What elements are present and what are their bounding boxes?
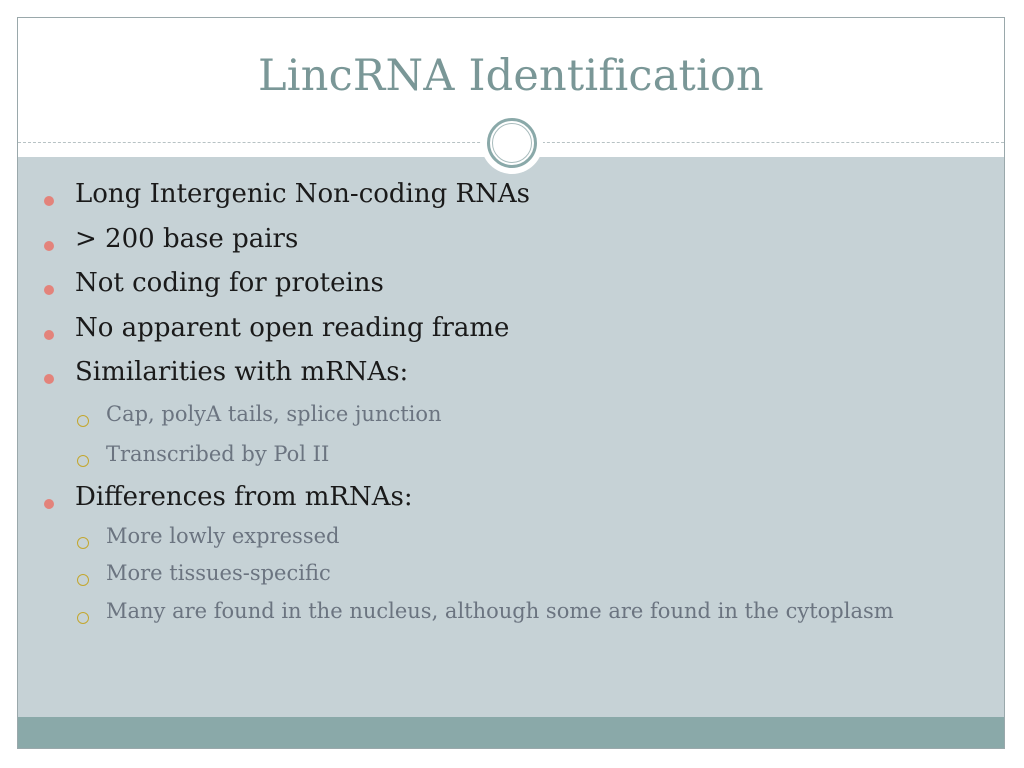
circle-ornament-inner-icon <box>492 123 532 163</box>
bullet-dot-icon <box>44 330 54 340</box>
footer-bar <box>18 717 1004 749</box>
bullet-dot-icon <box>44 285 54 295</box>
hollow-circle-bullet-icon <box>77 574 89 586</box>
bullet-dot-icon <box>44 241 54 251</box>
bullet-text: No apparent open reading frame <box>75 313 510 343</box>
slide-title: LincRNA Identification <box>258 51 764 101</box>
sub-bullet-text: More lowly expressed <box>106 524 340 548</box>
sub-bullet-text: Cap, polyA tails, splice junction <box>106 402 442 426</box>
hollow-circle-bullet-icon <box>77 537 89 549</box>
bullet-text: Long Intergenic Non-coding RNAs <box>75 179 530 209</box>
bullet-dot-icon <box>44 196 54 206</box>
hollow-circle-bullet-icon <box>77 612 89 624</box>
bullet-dot-icon <box>44 499 54 509</box>
content-area <box>18 157 1004 717</box>
hollow-circle-bullet-icon <box>77 455 89 467</box>
sub-bullet-text: More tissues-specific <box>106 561 331 585</box>
bullet-text: Not coding for proteins <box>75 268 384 298</box>
sub-bullet-text: Many are found in the nucleus, although some are found in the cytoplasm <box>106 599 894 623</box>
slide <box>17 17 1005 749</box>
bullet-text: > 200 base pairs <box>75 224 299 254</box>
sub-bullet-text: Transcribed by Pol II <box>106 442 330 466</box>
hollow-circle-bullet-icon <box>77 415 89 427</box>
bullet-text: Differences from mRNAs: <box>75 482 413 512</box>
bullet-dot-icon <box>44 374 54 384</box>
bullet-text: Similarities with mRNAs: <box>75 357 409 387</box>
